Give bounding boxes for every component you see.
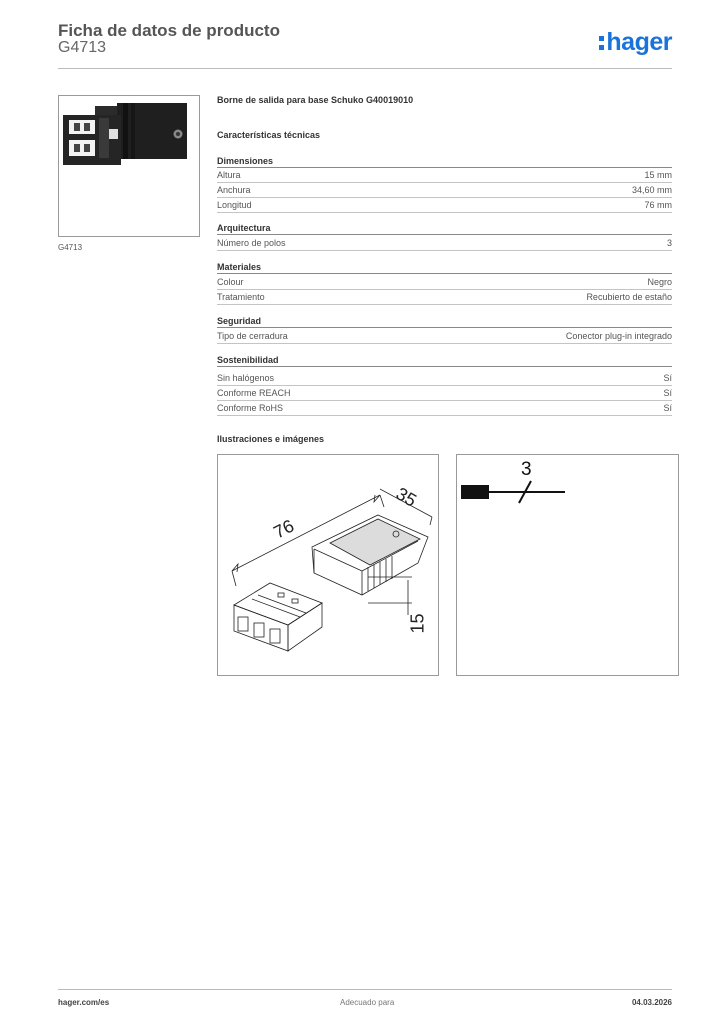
logo-text: hager <box>606 28 672 56</box>
spec-value: Sí <box>663 388 672 398</box>
product-photo <box>58 95 200 237</box>
footer-divider <box>58 989 672 990</box>
spec-row <box>217 290 672 305</box>
section-title-materiales: Materiales <box>217 262 672 274</box>
connector-photo-icon <box>59 96 199 236</box>
spec-label: Tipo de cerradura <box>217 331 288 341</box>
spec-label: Altura <box>217 170 241 180</box>
dimension-drawing <box>217 454 439 676</box>
footer-middle-text: Adecuado para <box>340 998 395 1007</box>
spec-label: Conforme REACH <box>217 388 291 398</box>
dimension-length-label: 76 <box>270 515 298 543</box>
product-code: G4713 <box>58 39 107 56</box>
spec-value: Recubierto de estaño <box>586 292 672 302</box>
spec-row <box>217 275 672 290</box>
spec-row <box>217 371 672 386</box>
spec-label: Anchura <box>217 185 251 195</box>
symbol-poles-label: 3 <box>521 459 532 480</box>
spec-value: 3 <box>666 238 672 248</box>
section-title-sostenibilidad: Sostenibilidad <box>217 355 672 367</box>
spec-label: Número de polos <box>217 238 286 248</box>
photo-caption: G4713 <box>58 243 83 252</box>
dimension-width-label: 35 <box>392 483 420 511</box>
spec-value: 76 mm <box>644 200 672 210</box>
section-title-arquitectura: Arquitectura <box>217 223 672 235</box>
spec-label: Conforme RoHS <box>217 403 284 413</box>
header-divider <box>58 68 672 69</box>
section-title-seguridad: Seguridad <box>217 316 672 328</box>
spec-value: Negro <box>647 277 672 287</box>
spec-row <box>217 183 672 198</box>
spec-label: Longitud <box>217 200 252 210</box>
spec-row <box>217 386 672 401</box>
spec-value: 34,60 mm <box>631 185 672 195</box>
spec-value: Conector plug-in integrado <box>565 331 672 341</box>
illustrations-heading: Ilustraciones e imágenes <box>217 434 325 444</box>
spec-label: Tratamiento <box>217 292 265 302</box>
spec-value: Sí <box>663 403 672 413</box>
dimension-height-label: 15 <box>407 613 428 634</box>
spec-row <box>217 236 672 251</box>
spec-label: Colour <box>217 277 244 287</box>
logo-dots-icon <box>599 36 604 50</box>
footer-date: 04.03.2026 <box>631 998 672 1007</box>
spec-row <box>217 168 672 183</box>
electrical-symbol <box>456 454 679 676</box>
spec-label: Sin halógenos <box>217 373 275 383</box>
product-description: Borne de salida para base Schuko G40019010 <box>217 95 414 105</box>
section-title-dimensiones: Dimensiones <box>217 156 672 168</box>
specs-heading: Características técnicas <box>217 130 321 140</box>
footer-website-link[interactable]: hager.com/es <box>58 998 110 1007</box>
spec-row <box>217 329 672 344</box>
connector-symbol-icon <box>457 455 678 675</box>
page-title: Ficha de datos de producto <box>58 21 280 40</box>
spec-row <box>217 198 672 213</box>
hager-logo <box>599 28 672 56</box>
spec-row <box>217 401 672 416</box>
spec-value: Sí <box>663 373 672 383</box>
spec-value: 15 mm <box>644 170 672 180</box>
